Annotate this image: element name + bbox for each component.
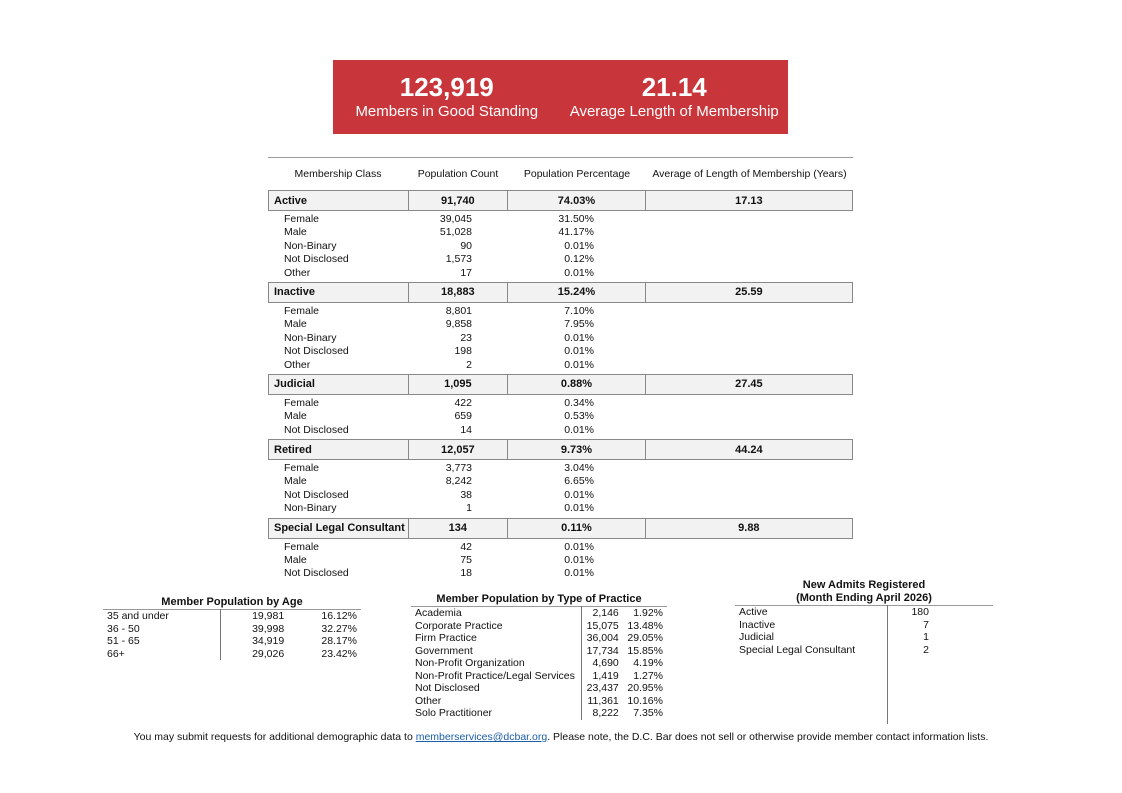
row-count: 19,981 bbox=[220, 610, 288, 623]
breakdown-count: 2 bbox=[466, 358, 472, 371]
breakdown-count: 17 bbox=[460, 266, 472, 279]
row-label: Other bbox=[415, 694, 442, 707]
class-percentage: 0.88% bbox=[508, 375, 646, 394]
class-name: Inactive bbox=[269, 283, 409, 302]
breakdown-percentage: 0.01% bbox=[564, 567, 594, 580]
breakdown-percentage: 0.01% bbox=[564, 345, 594, 358]
breakdown-percentage: 0.01% bbox=[564, 423, 594, 436]
breakdown-percentage: 0.34% bbox=[564, 396, 594, 409]
breakdown-row bbox=[268, 213, 853, 226]
row-label: Firm Practice bbox=[415, 632, 477, 644]
breakdown-row bbox=[268, 554, 853, 567]
table-row bbox=[411, 645, 667, 658]
row-label: 66+ bbox=[107, 647, 125, 660]
class-breakdown bbox=[268, 303, 853, 374]
row-count: 29,026 bbox=[220, 648, 288, 661]
class-breakdown bbox=[268, 395, 853, 439]
row-percentage: 28.17% bbox=[321, 635, 357, 647]
row-percentage: 1.27% bbox=[633, 669, 663, 682]
breakdown-percentage: 0.53% bbox=[564, 410, 594, 423]
breakdown-count: 8,242 bbox=[445, 475, 472, 488]
breakdown-count: 23 bbox=[460, 331, 472, 344]
class-breakdown bbox=[268, 460, 853, 518]
class-average: 25.59 bbox=[735, 286, 763, 299]
class-name: Judicial bbox=[269, 375, 409, 394]
row-count: 34,919 bbox=[220, 635, 288, 648]
breakdown-count: 14 bbox=[460, 423, 472, 436]
row-count: 180 bbox=[888, 606, 993, 619]
header-count: Population Count bbox=[417, 167, 499, 180]
row-label: Judicial bbox=[739, 631, 775, 643]
row-percentage: 32.27% bbox=[321, 622, 357, 635]
row-count: 1,419 bbox=[582, 670, 623, 683]
class-group bbox=[268, 518, 853, 583]
row-label: Government bbox=[415, 644, 473, 657]
average-value: 21.14 bbox=[641, 72, 707, 102]
row-count: 2,146 bbox=[582, 607, 623, 620]
membership-class-table bbox=[268, 157, 853, 583]
class-average: 27.45 bbox=[735, 378, 763, 391]
row-count: 23,437 bbox=[582, 682, 623, 695]
breakdown-percentage: 0.01% bbox=[564, 502, 594, 515]
table-row bbox=[411, 682, 667, 695]
members-stat bbox=[333, 60, 561, 134]
breakdown-row bbox=[268, 397, 853, 410]
breakdown-percentage: 7.10% bbox=[564, 304, 594, 317]
age-table bbox=[103, 596, 361, 660]
row-percentage: 16.12% bbox=[321, 610, 357, 622]
admits-table bbox=[735, 579, 993, 724]
average-label: Average Length of Membership bbox=[569, 103, 779, 120]
row-label: 51 - 65 bbox=[107, 635, 140, 647]
admits-title: New Admits Registered bbox=[802, 579, 926, 591]
breakdown-label: Not Disclosed bbox=[284, 345, 349, 358]
table-row bbox=[103, 623, 361, 636]
table-body bbox=[268, 190, 853, 583]
class-percentage: 0.11% bbox=[508, 519, 646, 538]
footer-text-before: You may submit requests for additional demographic data to bbox=[133, 731, 416, 743]
breakdown-percentage: 0.01% bbox=[564, 554, 594, 567]
row-percentage: 4.19% bbox=[633, 657, 663, 669]
breakdown-label: Male bbox=[284, 554, 307, 567]
breakdown-row bbox=[268, 541, 853, 554]
class-group bbox=[268, 439, 853, 518]
practice-table bbox=[411, 593, 667, 720]
breakdown-label: Non-Binary bbox=[284, 331, 337, 344]
table-row bbox=[103, 648, 361, 661]
row-label: 35 and under bbox=[107, 610, 169, 622]
table-row bbox=[411, 707, 667, 720]
breakdown-label: Female bbox=[284, 540, 320, 553]
summary-banner bbox=[333, 60, 788, 134]
breakdown-label: Non-Binary bbox=[284, 239, 337, 252]
breakdown-percentage: 0.12% bbox=[564, 253, 594, 266]
breakdown-label: Female bbox=[284, 462, 320, 475]
breakdown-row bbox=[268, 332, 853, 345]
breakdown-percentage: 0.01% bbox=[564, 331, 594, 344]
class-breakdown bbox=[268, 211, 853, 282]
row-count: 4,690 bbox=[582, 657, 623, 670]
class-name: Special Legal Consultant bbox=[269, 519, 409, 538]
table-header bbox=[268, 158, 853, 190]
table-row bbox=[735, 644, 993, 657]
breakdown-row bbox=[268, 462, 853, 475]
class-count: 1,095 bbox=[409, 375, 509, 394]
row-percentage: 23.42% bbox=[321, 647, 357, 660]
table-row bbox=[411, 670, 667, 683]
age-title: Member Population by Age bbox=[161, 596, 303, 608]
class-name: Active bbox=[269, 191, 409, 210]
breakdown-count: 38 bbox=[460, 488, 472, 501]
breakdown-count: 9,858 bbox=[445, 318, 472, 331]
breakdown-label: Non-Binary bbox=[284, 502, 337, 515]
row-label: Special Legal Consultant bbox=[739, 643, 856, 656]
breakdown-count: 18 bbox=[460, 567, 472, 580]
class-summary-row bbox=[268, 374, 853, 395]
table-row bbox=[103, 610, 361, 623]
breakdown-label: Not Disclosed bbox=[284, 567, 349, 580]
class-count: 134 bbox=[409, 519, 509, 538]
class-percentage: 9.73% bbox=[508, 440, 646, 459]
breakdown-count: 51,028 bbox=[439, 226, 472, 239]
row-count: 1 bbox=[888, 631, 993, 644]
class-summary-row bbox=[268, 439, 853, 460]
row-count: 17,734 bbox=[582, 645, 623, 658]
breakdown-label: Female bbox=[284, 213, 320, 225]
row-count: 2 bbox=[888, 644, 993, 657]
member-services-email-link[interactable]: memberservices@dcbar.org bbox=[415, 731, 548, 743]
row-count: 39,998 bbox=[220, 623, 288, 636]
breakdown-percentage: 6.65% bbox=[564, 475, 594, 488]
breakdown-row bbox=[268, 240, 853, 253]
breakdown-percentage: 41.17% bbox=[558, 226, 594, 239]
row-percentage: 15.85% bbox=[627, 644, 663, 657]
admits-subtitle: (Month Ending April 2026) bbox=[796, 592, 932, 604]
class-summary-row bbox=[268, 518, 853, 539]
table-row bbox=[411, 695, 667, 708]
footer-text-after: . Please note, the D.C. Bar does not sell or otherwise provide member contact information lists. bbox=[547, 731, 989, 743]
table-row bbox=[411, 632, 667, 645]
table-row bbox=[103, 635, 361, 648]
breakdown-percentage: 7.95% bbox=[564, 318, 594, 331]
class-average: 17.13 bbox=[735, 194, 763, 207]
breakdown-count: 1 bbox=[466, 502, 472, 515]
breakdown-percentage: 0.01% bbox=[564, 488, 594, 501]
breakdown-row bbox=[268, 359, 853, 372]
breakdown-row bbox=[268, 345, 853, 358]
breakdown-label: Male bbox=[284, 410, 307, 423]
row-percentage: 20.95% bbox=[627, 682, 663, 694]
row-label: Solo Practitioner bbox=[415, 707, 493, 719]
row-label: Non-Profit Practice/Legal Services bbox=[415, 669, 575, 682]
table-row bbox=[411, 620, 667, 633]
header-average: Average of Length of Membership (Years) bbox=[652, 167, 847, 180]
breakdown-row bbox=[268, 424, 853, 437]
row-label: Active bbox=[739, 606, 768, 618]
row-percentage: 1.92% bbox=[633, 607, 663, 619]
row-count: 36,004 bbox=[582, 632, 623, 645]
breakdown-count: 422 bbox=[454, 396, 472, 409]
row-label: 36 - 50 bbox=[107, 622, 140, 635]
breakdown-row bbox=[268, 305, 853, 318]
row-label: Not Disclosed bbox=[415, 682, 480, 694]
breakdown-label: Female bbox=[284, 304, 320, 317]
class-summary-row bbox=[268, 190, 853, 211]
breakdown-label: Not Disclosed bbox=[284, 488, 349, 501]
row-count: 7 bbox=[888, 619, 993, 632]
class-count: 91,740 bbox=[409, 191, 509, 210]
row-percentage: 13.48% bbox=[627, 619, 663, 632]
breakdown-label: Not Disclosed bbox=[284, 423, 349, 436]
row-count: 11,361 bbox=[582, 695, 623, 708]
breakdown-count: 8,801 bbox=[445, 304, 472, 317]
breakdown-label: Male bbox=[284, 226, 307, 239]
breakdown-count: 3,773 bbox=[445, 462, 472, 475]
breakdown-count: 90 bbox=[460, 239, 472, 252]
table-row-spacer bbox=[735, 656, 993, 724]
members-label: Members in Good Standing bbox=[355, 103, 539, 120]
breakdown-label: Not Disclosed bbox=[284, 253, 349, 266]
class-summary-row bbox=[268, 282, 853, 303]
class-percentage: 74.03% bbox=[508, 191, 646, 210]
breakdown-label: Male bbox=[284, 475, 307, 488]
breakdown-label: Other bbox=[284, 358, 311, 371]
class-breakdown bbox=[268, 539, 853, 583]
breakdown-count: 75 bbox=[460, 554, 472, 567]
breakdown-row bbox=[268, 475, 853, 488]
row-label: Inactive bbox=[739, 618, 776, 631]
breakdown-label: Female bbox=[284, 396, 320, 409]
class-average: 9.88 bbox=[738, 522, 760, 535]
breakdown-percentage: 0.01% bbox=[564, 540, 594, 553]
table-row bbox=[735, 606, 993, 619]
header-percentage: Population Percentage bbox=[523, 167, 631, 180]
class-name: Retired bbox=[269, 440, 409, 459]
class-group bbox=[268, 374, 853, 439]
breakdown-count: 42 bbox=[460, 540, 472, 553]
breakdown-count: 659 bbox=[454, 410, 472, 423]
row-percentage: 10.16% bbox=[627, 694, 663, 707]
breakdown-row bbox=[268, 502, 853, 515]
class-count: 12,057 bbox=[409, 440, 509, 459]
class-group bbox=[268, 190, 853, 282]
breakdown-percentage: 0.01% bbox=[564, 358, 594, 371]
breakdown-percentage: 0.01% bbox=[564, 239, 594, 252]
spacer-cell bbox=[735, 656, 888, 724]
breakdown-percentage: 31.50% bbox=[558, 213, 594, 225]
class-group bbox=[268, 282, 853, 374]
footer-note bbox=[0, 731, 1122, 743]
breakdown-row bbox=[268, 410, 853, 423]
row-percentage: 29.05% bbox=[627, 632, 663, 644]
breakdown-row bbox=[268, 318, 853, 331]
breakdown-label: Male bbox=[284, 318, 307, 331]
practice-title: Member Population by Type of Practice bbox=[436, 593, 642, 605]
breakdown-count: 198 bbox=[454, 345, 472, 358]
class-count: 18,883 bbox=[409, 283, 509, 302]
breakdown-label: Other bbox=[284, 266, 311, 279]
table-row bbox=[411, 607, 667, 620]
class-average: 44.24 bbox=[735, 443, 763, 456]
row-count: 8,222 bbox=[582, 707, 623, 720]
breakdown-row bbox=[268, 489, 853, 502]
row-label: Non-Profit Organization bbox=[415, 657, 525, 669]
breakdown-row bbox=[268, 226, 853, 239]
table-row bbox=[411, 657, 667, 670]
breakdown-count: 39,045 bbox=[439, 213, 472, 225]
breakdown-percentage: 3.04% bbox=[564, 462, 594, 475]
row-label: Academia bbox=[415, 607, 462, 619]
table-row bbox=[735, 619, 993, 632]
average-stat bbox=[561, 60, 789, 134]
spacer-cell bbox=[888, 656, 993, 724]
breakdown-row bbox=[268, 253, 853, 266]
breakdown-row bbox=[268, 267, 853, 280]
class-percentage: 15.24% bbox=[508, 283, 646, 302]
header-class: Membership Class bbox=[294, 167, 382, 180]
breakdown-percentage: 0.01% bbox=[564, 266, 594, 279]
table-row bbox=[735, 631, 993, 644]
row-label: Corporate Practice bbox=[415, 619, 503, 632]
row-count: 15,075 bbox=[582, 620, 623, 633]
row-percentage: 7.35% bbox=[633, 707, 663, 719]
members-value: 123,919 bbox=[399, 72, 494, 102]
breakdown-count: 1,573 bbox=[445, 253, 472, 266]
